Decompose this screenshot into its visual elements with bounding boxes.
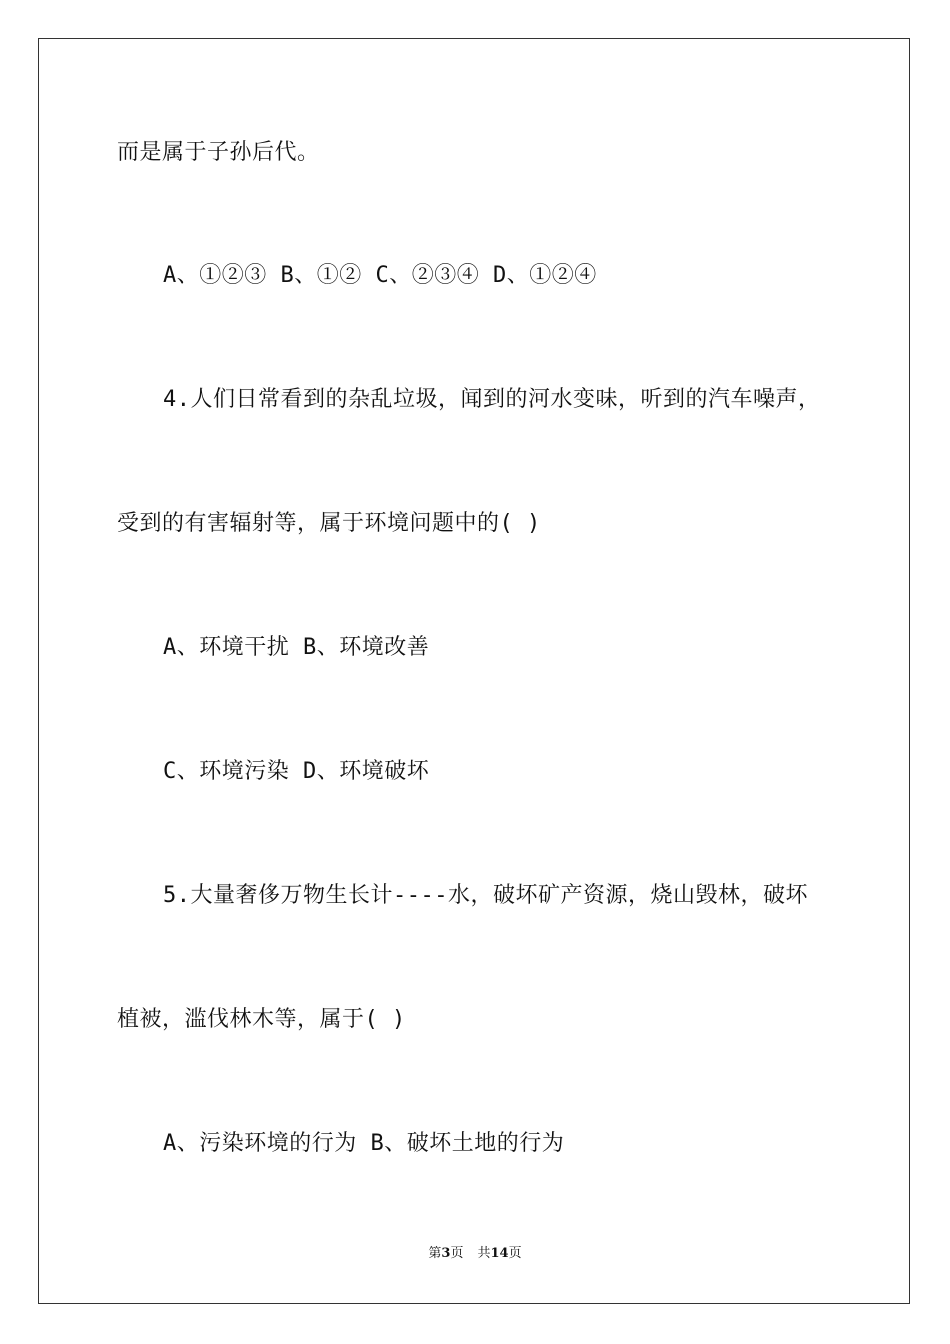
total-prefix: 共 — [477, 1246, 491, 1261]
question-4-line-2: 受到的有害辐射等，属于环境问题中的( ) — [117, 511, 541, 536]
answer-options-q4-ab: A、环境干扰 B、环境改善 — [163, 635, 430, 660]
question-5-line-2: 植被，滥伐林木等，属于( ) — [117, 1007, 406, 1032]
answer-options-q5-ab: A、污染环境的行为 B、破坏土地的行为 — [163, 1131, 565, 1156]
total-suffix: 页 — [508, 1246, 522, 1261]
page-prefix: 第 — [428, 1246, 442, 1261]
answer-options-q4-cd: C、环境污染 D、环境破坏 — [163, 759, 430, 784]
text-line-1: 而是属于子孙后代。 — [117, 140, 320, 165]
question-4-line-1: 4.人们日常看到的杂乱垃圾，闻到的河水变味，听到的汽车噪声， — [163, 387, 821, 412]
question-5-line-1: 5.大量奢侈万物生长计----水，破坏矿产资源，烧山毁林，破坏 — [163, 883, 808, 908]
page-suffix: 页 — [450, 1246, 464, 1261]
total-pages: 14 — [490, 1246, 509, 1261]
page-number: 3 — [441, 1246, 451, 1261]
page-border — [38, 38, 910, 1304]
answer-options-q3: A、①②③ B、①② C、②③④ D、①②④ — [163, 263, 597, 288]
page-footer — [0, 1245, 950, 1263]
